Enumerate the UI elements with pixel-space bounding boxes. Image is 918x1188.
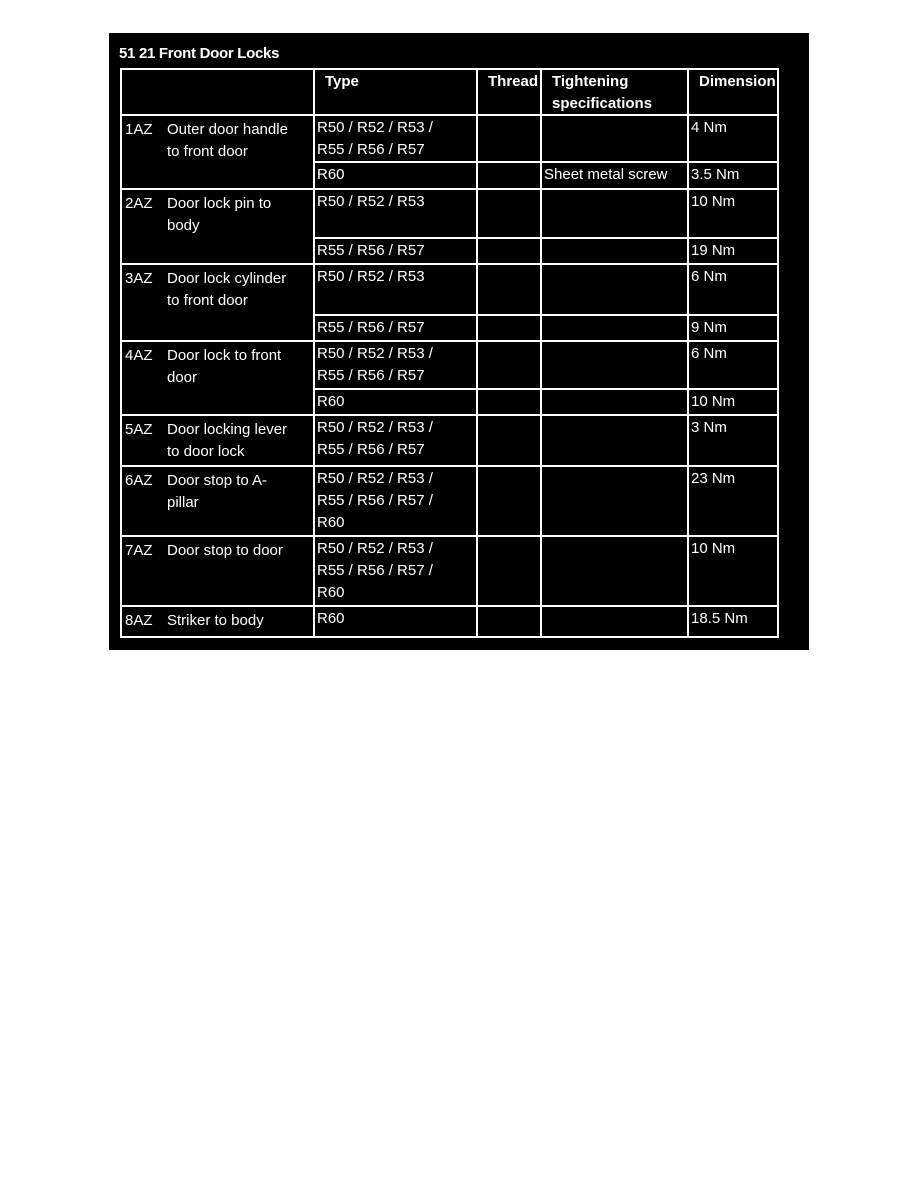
header-tightening: Tightening specifications — [552, 73, 653, 112]
header-dimension: Dimension — [699, 73, 776, 90]
item-code: 8AZ — [125, 612, 153, 629]
item-description: Door lock pin to body — [167, 195, 272, 234]
item-description: Door locking lever to door lock — [167, 421, 288, 460]
item-code: 6AZ — [125, 472, 153, 489]
variant-dimension: 3 Nm — [691, 419, 727, 436]
item-code: 2AZ — [125, 195, 153, 212]
tightening-cell — [540, 237, 689, 265]
variant-type: R60 — [317, 610, 345, 627]
tightening-cell — [540, 263, 689, 316]
item-code: 3AZ — [125, 270, 153, 287]
variant-type: R50 / R52 / R53 / R55 / R56 / R57 — [317, 419, 433, 458]
type-cell — [313, 237, 478, 265]
torque-spec-panel — [109, 33, 809, 650]
variant-dimension: 10 Nm — [691, 393, 736, 410]
dimension-cell — [687, 388, 779, 416]
variant-type: R50 / R52 / R53 / R55 / R56 / R57 — [317, 345, 433, 384]
thread-cell — [476, 314, 542, 342]
type-cell — [313, 161, 478, 190]
table-row-label-cell — [120, 263, 315, 342]
thread-cell — [476, 414, 542, 467]
tightening-cell — [540, 465, 689, 537]
thread-cell — [476, 388, 542, 416]
table-row-label-cell — [120, 465, 315, 537]
variant-dimension: 10 Nm — [691, 540, 736, 557]
thread-cell — [476, 237, 542, 265]
dimension-cell — [687, 237, 779, 265]
item-code: 7AZ — [125, 542, 153, 559]
dimension-cell — [687, 188, 779, 239]
section-title: 51 21 Front Door Locks — [119, 45, 280, 62]
variant-dimension: 6 Nm — [691, 268, 727, 285]
variant-dimension: 10 Nm — [691, 193, 736, 210]
header-cell-dimension — [687, 68, 779, 116]
dimension-cell — [687, 340, 779, 390]
variant-dimension: 19 Nm — [691, 242, 736, 259]
header-cell-thread — [476, 68, 542, 116]
item-code: 5AZ — [125, 421, 153, 438]
variant-type: R55 / R56 / R57 — [317, 242, 425, 259]
table-row-label-cell — [120, 605, 315, 638]
type-cell — [313, 414, 478, 467]
type-cell — [313, 605, 478, 638]
thread-cell — [476, 114, 542, 163]
thread-cell — [476, 188, 542, 239]
dimension-cell — [687, 263, 779, 316]
tightening-cell — [540, 340, 689, 390]
variant-dimension: 23 Nm — [691, 470, 736, 487]
item-code: 1AZ — [125, 121, 153, 138]
table-row-label-cell — [120, 114, 315, 190]
variant-dimension: 18.5 Nm — [691, 610, 748, 627]
item-description: Door lock cylinder to front door — [167, 270, 287, 309]
header-cell-blank — [120, 68, 315, 116]
variant-dimension: 9 Nm — [691, 319, 727, 336]
tightening-cell — [540, 388, 689, 416]
variant-type: R55 / R56 / R57 — [317, 319, 425, 336]
variant-dimension: 4 Nm — [691, 119, 727, 136]
header-cell-type — [313, 68, 478, 116]
tightening-cell — [540, 161, 689, 190]
thread-cell — [476, 340, 542, 390]
variant-type: R50 / R52 / R53 / R55 / R56 / R57 / R60 — [317, 470, 433, 531]
thread-cell — [476, 605, 542, 638]
header-type: Type — [325, 73, 359, 90]
type-cell — [313, 188, 478, 239]
type-cell — [313, 465, 478, 537]
dimension-cell — [687, 414, 779, 467]
table-row-label-cell — [120, 340, 315, 416]
tightening-cell — [540, 314, 689, 342]
variant-dimension: 6 Nm — [691, 345, 727, 362]
dimension-cell — [687, 465, 779, 537]
dimension-cell — [687, 605, 779, 638]
type-cell — [313, 388, 478, 416]
tightening-cell — [540, 114, 689, 163]
variant-tightening: Sheet metal screw — [544, 166, 668, 183]
variant-type: R50 / R52 / R53 — [317, 193, 425, 210]
item-code: 4AZ — [125, 347, 153, 364]
type-cell — [313, 114, 478, 163]
tightening-cell — [540, 605, 689, 638]
dimension-cell — [687, 161, 779, 190]
table-row-label-cell — [120, 535, 315, 607]
item-description: Outer door handle to front door — [167, 121, 288, 160]
item-description: Striker to body — [167, 612, 264, 629]
table-row-label-cell — [120, 414, 315, 467]
thread-cell — [476, 161, 542, 190]
item-description: Door lock to front door — [167, 347, 282, 386]
thread-cell — [476, 465, 542, 537]
variant-type: R50 / R52 / R53 — [317, 268, 425, 285]
header-thread: Thread — [488, 73, 539, 90]
dimension-cell — [687, 314, 779, 342]
type-cell — [313, 263, 478, 316]
tightening-cell — [540, 414, 689, 467]
variant-type: R50 / R52 / R53 / R55 / R56 / R57 — [317, 119, 433, 158]
table-row-label-cell — [120, 188, 315, 265]
dimension-cell — [687, 114, 779, 163]
type-cell — [313, 314, 478, 342]
header-cell-tightening — [540, 68, 689, 116]
type-cell — [313, 535, 478, 607]
item-description: Door stop to door — [167, 542, 283, 559]
variant-type: R60 — [317, 393, 345, 410]
variant-dimension: 3.5 Nm — [691, 166, 740, 183]
thread-cell — [476, 535, 542, 607]
dimension-cell — [687, 535, 779, 607]
variant-type: R50 / R52 / R53 / R55 / R56 / R57 / R60 — [317, 540, 433, 601]
torque-spec-table — [120, 68, 777, 636]
tightening-cell — [540, 535, 689, 607]
item-description: Door stop to A- pillar — [167, 472, 268, 511]
tightening-cell — [540, 188, 689, 239]
type-cell — [313, 340, 478, 390]
variant-type: R60 — [317, 166, 345, 183]
thread-cell — [476, 263, 542, 316]
